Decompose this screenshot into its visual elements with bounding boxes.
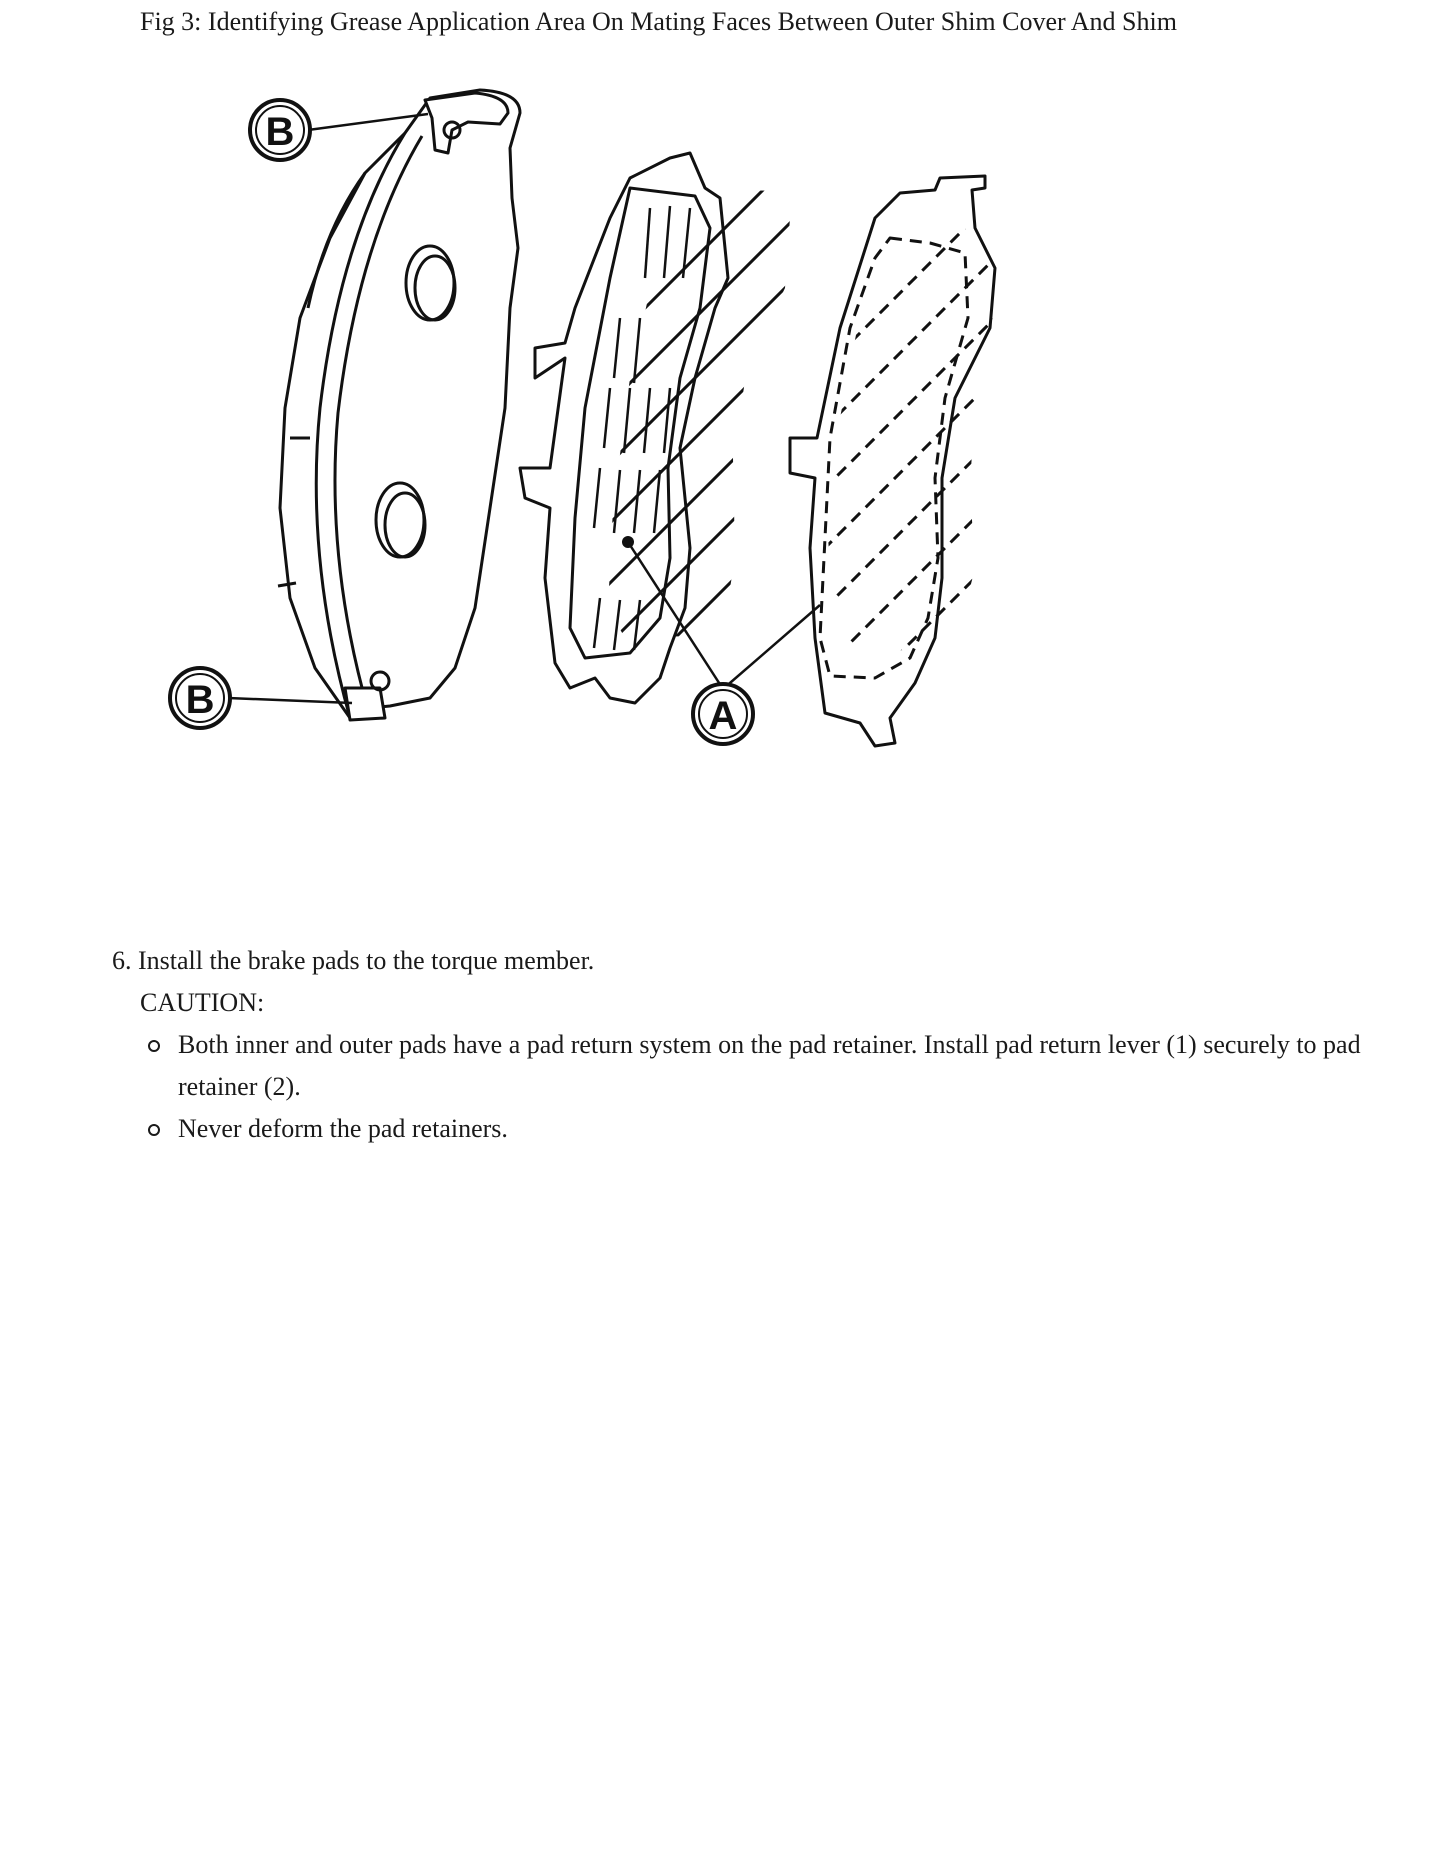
step-6 — [112, 940, 1362, 982]
brake-pad-diagram — [185, 78, 1200, 898]
callout-a-label: A — [708, 694, 738, 738]
step-text: Install the brake pads to the torque member. — [138, 946, 595, 975]
outer-shim-cover — [790, 148, 1045, 818]
callout-b-top-label: B — [265, 110, 295, 154]
figure-caption: Fig 3: Identifying Grease Application Area On Mating Faces Between Outer Shim Cover And Shim — [140, 7, 1177, 36]
callout-a — [693, 684, 753, 744]
shim — [520, 128, 825, 818]
brake-pad — [278, 90, 520, 720]
caution-label: CAUTION: — [140, 988, 265, 1017]
callout-b-bottom — [170, 668, 230, 728]
caution-item: Both inner and outer pads have a pad return system on the pad retainer. Install pad return lever (1) securely to pad retainer (2). — [152, 1024, 1362, 1108]
procedure-steps — [112, 940, 1362, 1150]
callout-b-bottom-label: B — [185, 678, 215, 722]
caution-list — [112, 1024, 1362, 1150]
step-number: 6. — [112, 946, 132, 975]
caution-item: Never deform the pad retainers. — [152, 1108, 1362, 1150]
callout-b-top — [250, 100, 310, 160]
grease-point-marker — [622, 536, 634, 548]
